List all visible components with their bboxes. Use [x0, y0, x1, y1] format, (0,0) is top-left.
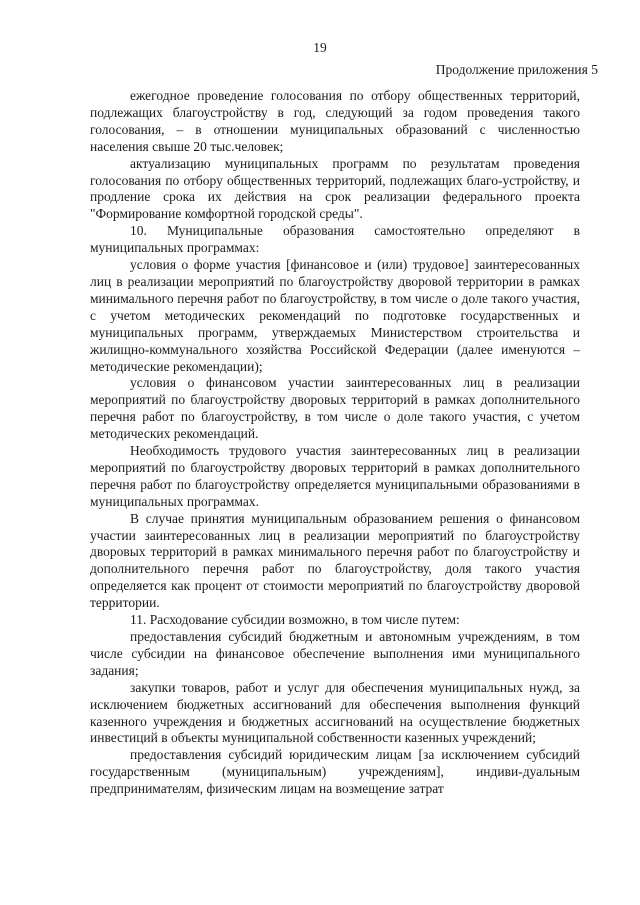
paragraph: В случае принятия муниципальным образованием решения о финансовом участии заинтересованных лиц в реализации мероприятий по благоустройству дворовых территорий в рамках минимального перечня работ по благоустройству и дополнительного перечня работ по благоустройству, доля такого участия определяется как процент от стоимости мероприятий по благоустройству дворовой территории. — [90, 510, 580, 611]
paragraph: закупки товаров, работ и услуг для обеспечения муниципальных нужд, за исключением бюджетных ассигнований для обеспечения выполнения функций казенного учреждения и бюджетных ассигнований на осуществление бюджетных инвестиций в объекты муниципальной собственности казенных учреждений; — [90, 679, 580, 746]
paragraph: 11. Расходование субсидии возможно, в том числе путем: — [130, 612, 460, 628]
paragraph: предоставления субсидий юридическим лицам [за исключением субсидий государственным (муниципальным) учреждениям], индиви-дуальным предпринимателям, физическим лицам на возмещение затрат — [90, 747, 580, 797]
paragraph: актуализацию муниципальных программ по результатам проведения голосования по отбору общественных территорий, подлежащих благо-устройству, и продление срока их действия на срок реализации федерального проекта "Формирование комфортной городской среды". — [90, 155, 580, 222]
paragraph: предоставления субсидий бюджетным и автономным учреждениям, в том числе субсидии на финансовое обеспечение выполнения ими муниципального задания; — [90, 629, 580, 678]
paragraph: ежегодное проведение голосования по отбору общественных территорий, подлежащих благоустройству в год, следующий за годом проведения такого голосования, – в отношении муниципальных образований с численностью населения свыше 20 тыс.человек; — [90, 88, 580, 154]
paragraph: условия о форме участия [финансовое и (или) трудовое] заинтересованных лиц в реализации мероприятий по благоустройству дворовой территории в рамках минимального перечня работ по благоустройству, в том числе о доле такого участия, с учетом методических рекомендаций по подготовке государственных и муниципальных программ, утверждаемых Министерством строительства и жилищно-коммунального хозяйства Российской Федерации (далее именуются – методические рекомендации); — [90, 257, 580, 374]
paragraph: условия о финансовом участии заинтересованных лиц в реализации мероприятий по благоустройству дворовых территорий в рамках дополнительного перечня работ по благоустройству, в том числе о доле такого участия, с учетом методических рекомендаций. — [90, 375, 580, 442]
header-note: Продолжение приложения 5 — [435, 62, 598, 77]
paragraph: 10. Муниципальные образования самостоятельно определяют в муниципальных программах: — [90, 223, 580, 256]
paragraph: Необходимость трудового участия заинтересованных лиц в реализации мероприятий по благоустройству дворовых территорий в рамках дополнительного перечня работ по благоустройству определяется муниципальными образованиями в муниципальных программах. — [90, 443, 580, 509]
page-number: 19 — [313, 40, 327, 55]
document-body — [90, 88, 580, 798]
